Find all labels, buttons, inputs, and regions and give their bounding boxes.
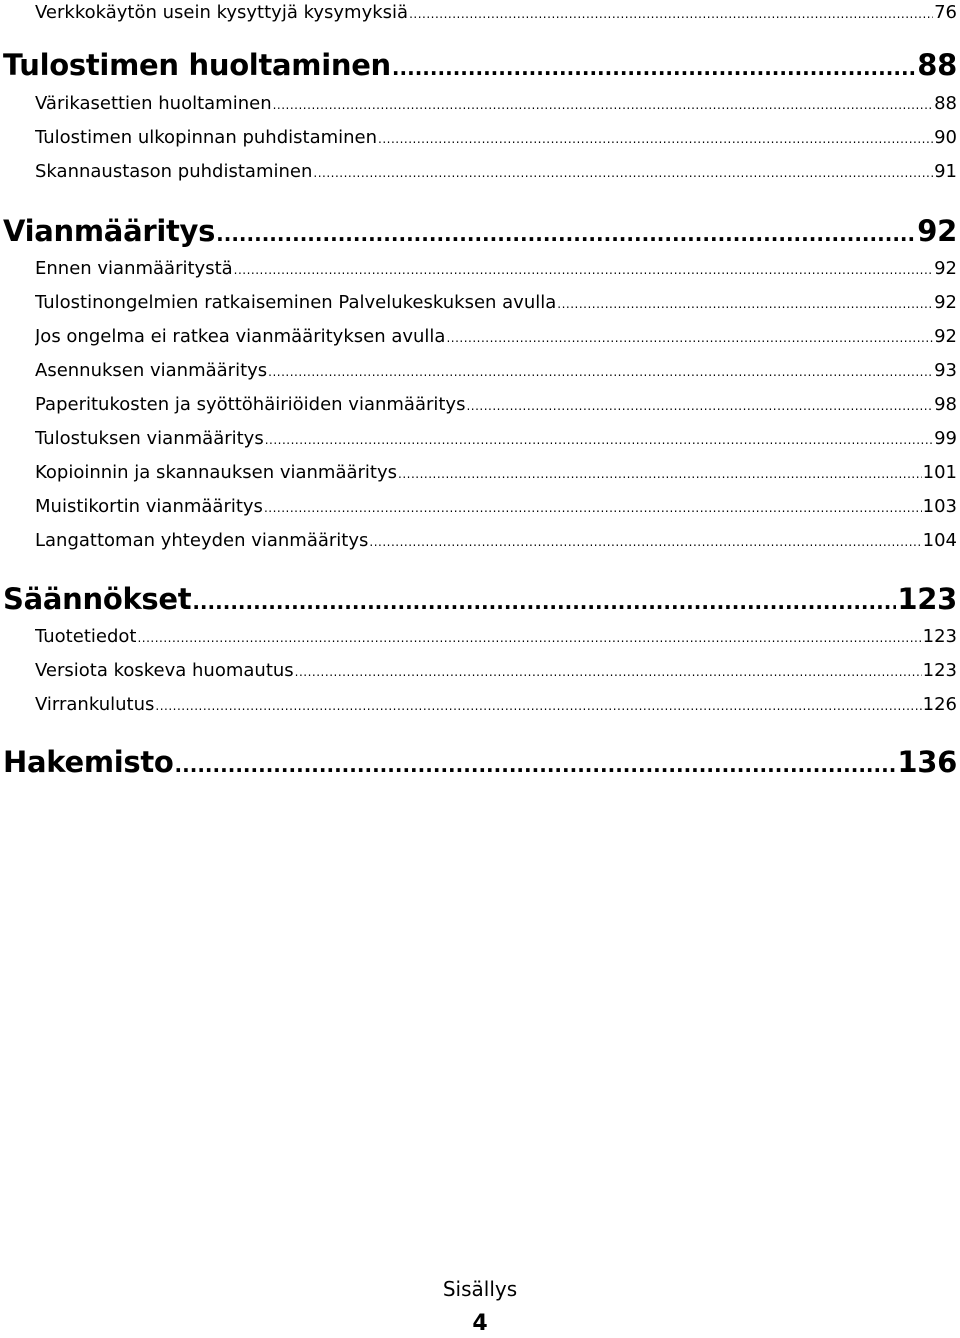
toc-leader-dots [466, 393, 933, 418]
toc-entry[interactable] [35, 159, 957, 185]
toc-entry-page: 92 [934, 326, 957, 347]
toc-entry-title: Värikasettien huoltaminen [35, 93, 272, 114]
toc-entry[interactable] [35, 125, 957, 151]
toc-entry-title: Langattoman yhteyden vianmääritys [35, 530, 369, 551]
toc-entry[interactable] [35, 324, 957, 350]
toc-entry-page: 126 [922, 694, 957, 715]
footer-page-number: 4 [472, 1311, 488, 1336]
toc-leader-dots [295, 659, 922, 684]
toc-leader-dots [155, 693, 921, 718]
toc-chapter-entry[interactable] [3, 46, 957, 84]
toc-entry-title: Ennen vianmääritystä [35, 258, 233, 279]
toc-entry-title: Jos ongelma ei ratkea vianmäärityksen avulla [35, 326, 446, 347]
toc-entry-page: 123 [922, 626, 957, 647]
toc-entry-title: Tulostimen ulkopinnan puhdistaminen [35, 127, 378, 148]
toc-entry-page: 76 [934, 2, 957, 23]
toc-entry-title: Virrankulutus [35, 694, 155, 715]
toc-chapter-entry[interactable] [3, 743, 957, 781]
toc-leader-dots [313, 160, 933, 185]
toc-entry[interactable] [35, 91, 957, 117]
toc-entry-page: 88 [917, 48, 957, 82]
toc-entry-title: Vianmääritys [3, 214, 216, 248]
toc-entry-title: Tulostinongelmien ratkaiseminen Palvelukeskuksen avulla [35, 292, 557, 313]
toc-chapter-entry[interactable] [3, 212, 957, 250]
toc-leader-dots [409, 1, 933, 26]
toc-entry[interactable] [35, 658, 957, 684]
toc-entry-page: 92 [917, 214, 957, 248]
toc-entry-page: 98 [934, 394, 957, 415]
toc-leader-dots [557, 291, 933, 316]
toc-entry-page: 123 [897, 582, 957, 616]
toc-entry-title: Verkkokäytön usein kysyttyjä kysymyksiä [35, 2, 409, 23]
toc-entry-title: Muistikortin vianmääritys [35, 496, 263, 517]
toc-leader-dots [398, 461, 922, 486]
toc-leader-dots [369, 529, 921, 554]
toc-entry-page: 101 [922, 462, 957, 483]
toc-entry-page: 104 [922, 530, 957, 551]
toc-entry-page: 93 [934, 360, 957, 381]
footer-section-name: Sisällys [442, 1277, 518, 1301]
toc-leader-dots [175, 746, 897, 781]
toc-leader-dots [392, 49, 916, 84]
toc-entry[interactable] [35, 460, 957, 486]
toc-leader-dots [273, 92, 933, 117]
toc-entry-page: 99 [934, 428, 957, 449]
toc-entry-title: Tulostimen huoltaminen [3, 48, 391, 82]
toc-leader-dots [265, 427, 933, 452]
toc-entry-title: Skannaustason puhdistaminen [35, 161, 313, 182]
toc-entry[interactable] [35, 624, 957, 650]
toc-entry-page: 136 [897, 745, 957, 779]
toc-entry-title: Paperitukosten ja syöttöhäiriöiden vianmääritys [35, 394, 466, 415]
toc-entry[interactable] [35, 692, 957, 718]
toc-entry-page: 92 [934, 292, 957, 313]
toc-entry-page: 123 [922, 660, 957, 681]
toc-entry-title: Säännökset [3, 582, 192, 616]
toc-entry-page: 88 [934, 93, 957, 114]
toc-entry-page: 90 [934, 127, 957, 148]
toc-entry[interactable] [35, 528, 957, 554]
toc-entry-title: Tuotetiedot [35, 626, 137, 647]
toc-entry[interactable] [35, 256, 957, 282]
toc-entry-title: Versiota koskeva huomautus [35, 660, 294, 681]
toc-entry[interactable] [35, 290, 957, 316]
toc-entry-page: 91 [934, 161, 957, 182]
toc-leader-dots [264, 495, 922, 520]
toc-entry-title: Hakemisto [3, 745, 174, 779]
toc-leader-dots [137, 625, 921, 650]
toc-leader-dots [216, 215, 916, 250]
toc-entry-title: Tulostuksen vianmääritys [35, 428, 264, 449]
toc-entry-page: 92 [934, 258, 957, 279]
toc-leader-dots [268, 359, 933, 384]
toc-entry[interactable] [35, 494, 957, 520]
toc-leader-dots [446, 325, 933, 350]
toc-entry[interactable] [35, 426, 957, 452]
toc-leader-dots [192, 583, 896, 618]
toc-entry[interactable] [35, 358, 957, 384]
toc-entry[interactable] [35, 0, 957, 26]
toc-leader-dots [234, 257, 933, 282]
toc-leader-dots [378, 126, 933, 151]
toc-entry[interactable] [35, 392, 957, 418]
toc-entry-page: 103 [922, 496, 957, 517]
toc-entry-title: Kopioinnin ja skannauksen vianmääritys [35, 462, 398, 483]
toc-entry-title: Asennuksen vianmääritys [35, 360, 268, 381]
toc-chapter-entry[interactable] [3, 580, 957, 618]
